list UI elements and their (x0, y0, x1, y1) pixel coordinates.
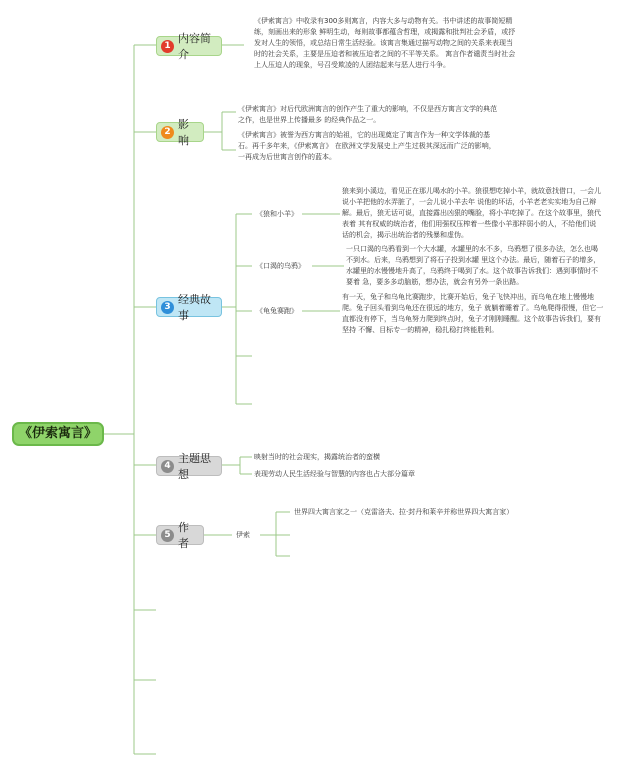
branch-classic-stories[interactable] (156, 293, 222, 322)
branch-author[interactable] (156, 521, 204, 550)
branch-theme[interactable] (156, 452, 222, 481)
story-text: 狼来到小溪边，看见正在那儿喝水的小羊。狼很想吃掉小羊，就故意找借口，一会儿说小羊把他的水弄脏了，一会儿说小羊去年 说他的坏话，小羊老老实实地为自己辩解。最后，狼无话可说，直接露出凶狠的嘴脸，将小羊吃掉了。在这个故事里，狼代表着 其有权威的统治者，他们用强权压榨着一些像小羊那样弱小的人，不给他们说话的机会，揭示出统治者的残暴和虚伪。 (342, 187, 601, 239)
branch-label: 内容简介 (178, 32, 211, 61)
story-text: 有一天，兔子和乌龟比赛跑步，比赛开始后，兔子飞快冲出，而乌龟在地上慢慢地爬。兔子回头看到乌龟还在很远的地方，兔子 就躺着睡着了。乌龟爬得很慢，但它一直都没有停下，当乌龟努力爬到终点时，兔子才刚刚睡醒。这个故事告诉我们，要有坚持 不懈、目标专一的精神，稳扎稳打终能胜利。 (342, 293, 604, 334)
number-2-badge: 2 (161, 126, 174, 139)
author-fact: 世界四大寓言家之一（克雷洛夫、拉·封丹和莱辛并称世界四大寓言家） (294, 508, 514, 516)
content-intro-text: 《伊索寓言》中收录有300多则寓言，内容大多与动物有关。书中讲述的故事简短精练，刻画出来的形象 鲜明生动，每则故事都蕴含哲理，或揭露和批判社会矛盾，或抒发对人生的领悟，或总结日常生活经验。该寓言集通过描写动物之间的关系来表现当时的社会关系，主要是压迫者和被压迫者之间的不平等关系。 寓言作者谴责当时社会上人压迫人的现象，号召受欺凌的人团结起来与恶人进行斗争。 (254, 17, 516, 69)
number-1-badge: 1 (161, 40, 174, 53)
story-title[interactable]: 《龟兔赛跑》 (256, 307, 298, 315)
branch-label: 作者 (178, 521, 189, 550)
branch-label: 经典故事 (178, 293, 211, 322)
root-node[interactable]: 《伊索寓言》 (12, 422, 104, 446)
author-name[interactable]: 伊索 (236, 531, 250, 539)
theme-text-2: 表现劳动人民生活经验与智慧的内容也占大部分篇章 (254, 470, 415, 478)
influence-text-1: 《伊索寓言》对后代欧洲寓言的创作产生了重大的影响，不仅是西方寓言文学的典范之作，也是世界上传播最多 的经典作品之一。 (238, 105, 497, 124)
story-title[interactable]: 《口渴的乌鸦》 (256, 262, 305, 270)
theme-text-1: 映射当时的社会现实，揭露统治者的蛮横 (254, 453, 380, 461)
influence-text-2: 《伊索寓言》被誉为西方寓言的始祖，它的出现奠定了寓言作为一种文学体裁的基石。再千多年来，《伊索寓言》 在欧洲文学发展史上产生过极其深远而广泛的影响，一再成为后世寓言创作的蓝本。 (238, 131, 496, 161)
branch-influence[interactable] (156, 118, 204, 147)
number-5-badge: 5 (161, 529, 174, 542)
branch-label: 影响 (178, 118, 189, 147)
branch-label: 主题思想 (178, 452, 211, 481)
number-4-badge: 4 (161, 460, 174, 473)
story-title[interactable]: 《狼和小羊》 (256, 210, 298, 218)
number-3-badge: 3 (161, 301, 174, 314)
branch-content-intro[interactable] (156, 32, 222, 61)
story-text: 一只口渴的乌鸦看到一个大水罐，水罐里的水不多，乌鸦想了很多办法，怎么也喝不到水。后来，乌鸦想到了将石子投到水罐 里这个办法。最后，随着石子的增多，水罐里的水慢慢地升高了，乌鸦终于喝到了水。这个故事告诉我们：遇到事情时不要着 急，要多多动脑筋，想办法，就会有另外一条出路。 (346, 245, 601, 286)
